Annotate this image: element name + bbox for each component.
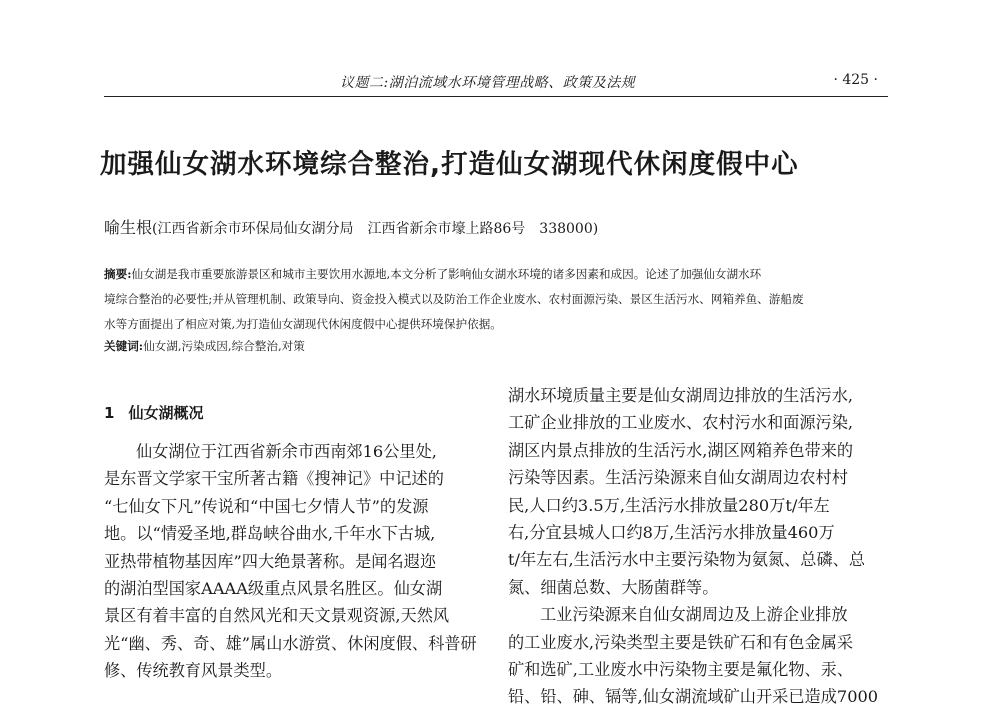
abstract-line: 水等方面提出了相应对策,为打造仙女湖现代休闲度假中心提供环境保护依据。 xyxy=(104,317,502,331)
body-line: 亚热带植物基因库”四大绝景著称。是闻名遐迩 xyxy=(104,551,437,571)
keywords-text: 仙女湖,污染成因,综合整治,对策 xyxy=(143,339,305,353)
abstract xyxy=(104,262,904,337)
body-line: 工矿企业排放的工业废水、农村污水和面源污染, xyxy=(508,413,854,433)
abstract-text: 仙女湖是我市重要旅游景区和城市主要饮用水源地,本文分析了影响仙女湖水环境的诸多因素和成因。论述了加强仙女湖水环 xyxy=(131,267,762,281)
body-line: 铅、铅、砷、镉等,仙女湖流域矿山开采已造成7000 xyxy=(508,687,879,707)
body-line: 氮、细菌总数、大肠菌群等。 xyxy=(508,577,719,597)
body-line: 仙女湖位于江西省新余市西南郊16公里处, xyxy=(136,442,437,461)
body-line: 景区有着丰富的自然风光和天文景观资源,天然风 xyxy=(104,606,450,626)
paper-title: 加强仙女湖水环境综合整治,打造仙女湖现代休闲度假中心 xyxy=(100,149,799,180)
abstract-line: 境综合整治的必要性;并从管理机制、政策导向、资金投入模式以及防治工作企业废水、农村面源污染、景区生活污水、网箱养鱼、游船废 xyxy=(104,292,804,306)
body-line: 湖水环境质量主要是仙女湖周边排放的生活污水, xyxy=(508,386,854,405)
keywords-label: 关键词: xyxy=(104,339,144,353)
body-line: 右,分宜县城人口约8万,生活污水排放量460万 xyxy=(508,522,835,542)
running-header xyxy=(104,68,888,97)
body-line: 湖区内景点排放的生活污水,湖区网箱养色带来的 xyxy=(508,440,854,460)
section-title: 仙女湖概况 xyxy=(128,404,204,422)
section-heading xyxy=(104,398,492,438)
body-line: t/年左右,生活污水中主要污染物为氨氮、总磷、总 xyxy=(508,550,866,570)
author-line xyxy=(104,215,598,238)
body-line: 是东晋文学家干宝所著古籍《搜神记》中记述的 xyxy=(104,469,444,489)
body-line: 修、传统教育风景类型。 xyxy=(104,661,283,681)
body-line: 光“幽、秀、奇、雄”属山水游赏、休闲度假、科普研 xyxy=(104,633,477,653)
running-title: 议题二:湖泊流域水环境管理战略、政策及法规 xyxy=(340,75,636,91)
body-line: 工业污染源来自仙女湖周边及上游企业排放 xyxy=(540,605,848,625)
body-line: “七仙女下凡”传说和“中国七夕情人节”的发源 xyxy=(104,496,429,516)
body-line: 污染等因素。生活污染源来自仙女湖周边农村村 xyxy=(508,468,848,488)
abstract-label: 摘要: xyxy=(104,267,132,281)
body-line: 地。以“情爱圣地,群岛峡谷曲水,千年水下古城, xyxy=(104,524,436,544)
author-affiliation: (江西省新余市环保局仙女湖分局 江西省新余市壕上路86号 338000) xyxy=(152,221,599,237)
body-line: 矿和选矿,工业废水中污染物主要是氟化物、汞、 xyxy=(508,659,854,679)
keywords xyxy=(104,338,305,354)
abstract-line xyxy=(104,262,904,287)
section-number: 1 xyxy=(104,404,115,422)
right-column xyxy=(508,382,900,711)
left-column xyxy=(104,398,492,685)
page-number: · 425 · xyxy=(833,72,878,88)
author-name: 喻生根 xyxy=(104,218,153,237)
body-line: 的湖泊型国家AAAA级重点风景名胜区。仙女湖 xyxy=(104,578,443,598)
body-line: 的工业废水,污染类型主要是铁矿石和有色金属采 xyxy=(508,632,854,652)
body-line: 民,人口约3.5万,生活污水排放量280万t/年左 xyxy=(508,495,830,515)
